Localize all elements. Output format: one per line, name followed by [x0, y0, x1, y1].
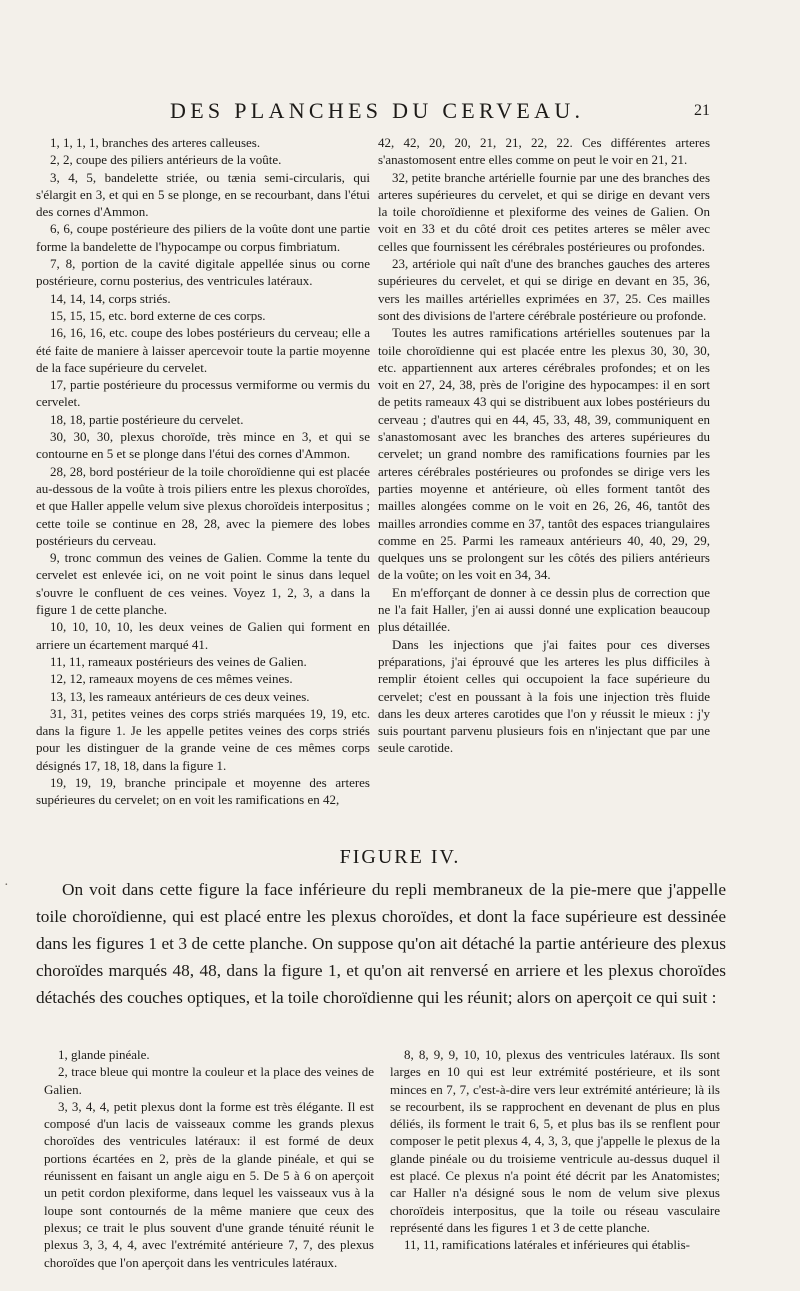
legend-entry: 28, 28, bord postérieur de la toile choroïdienne qui est placée au-dessous de la voûte à trois piliers entre les plexus choroïdes, et que Haller appelle velum sive plexus choroïdeis interpositus ; cette toile se continue en 28, 28, avec la piemere des lobes postérieurs du cerveau.: [36, 463, 370, 548]
section-heading: FIGURE IV.: [339, 846, 461, 868]
running-title: DES PLANCHES DU CERVEAU.: [170, 98, 585, 123]
legend-entry: 8, 8, 9, 9, 10, 10, plexus des ventricules latéraux. Ils sont larges en 10 qui est leur extrémité postérieure, et ils sont minces en 7, 7, c'est-à-dire vers leur extrémité antérieure; là ils se recourbent, ils se rapprochent en devenant de plus en plus déliés, ils forment le trait 6, 5, et plus bas ils se renflent pour composer le petit plexus 4, 4, 3, 3, que j'appelle le plexus de la glande pinéale ou du troisieme ventricule au-dessus duquel il est placé. Ce plexus n'a point été décrit par les Anatomistes; car Haller n'a désigné sous le nom de velum sive plexus choroïdeis interpositus, que la toile ou réseau vasculaire représenté dans les figures 1 et 3 de cette planche.: [390, 1047, 720, 1235]
legend-entry: 7, 8, portion de la cavité digitale appellée sinus ou corne postérieure, cornu posterius, des ventricules latéraux.: [36, 256, 370, 289]
legend-entry: 18, 18, partie postérieure du cervelet.: [50, 411, 244, 427]
top-right-column: [378, 134, 710, 757]
body-paragraph: Dans les injections que j'ai faites pour ces diverses préparations, j'ai éprouvé que les arteres les plus difficiles à remplir étoient celles qui occupoient la face supérieure du cervelet; c'est en poussant à la fois une injection très fluide dans les deux arteres carotides que l'on y réussit le mieux : j'y suis pourtant parvenu plusieurs fois en n'injectant que par une seule carotide.: [378, 636, 710, 756]
legend-entry: 3, 3, 4, 4, petit plexus dont la forme est très élégante. Il est composé d'un lacis de vaisseaux comme les grands plexus choroïdes des ventricules latéraux: il est formé de deux portions écartées en 2, près de la glande pinéale, et qui se réunissent en faisant un angle aigu en 5. De 5 à 6 on aperçoit un petit cordon plexiforme, dans lequel les vaisseaux vus à la loupe sont contournés de la même maniere que ceux des plexus; ce trait le plus souvent d'une grande ténuité réunit le plexus 3, 3, 4, 4, avec l'extrémité antérieure 7, 7, des plexus choroïdes que l'on aperçoit dans les ventricules latéraux.: [44, 1098, 374, 1270]
legend-entry: 19, 19, 19, branche principale et moyenne des arteres supérieures du cervelet; on en voit les ramifications en 42,: [36, 774, 370, 808]
legend-entry: 3, 4, 5, bandelette striée, ou tænia semi-circularis, qui s'élargit en 3, et qui en 5 se plonge, en se recourbant, dans l'étui des cornes d'Ammon.: [36, 169, 370, 220]
legend-entry: 11, 11, rameaux postérieurs des veines de Galien.: [50, 653, 307, 669]
legend-entry: 12, 12, rameaux moyens de ces mêmes veines.: [50, 671, 293, 687]
legend-entry: 30, 30, 30, plexus choroïde, très mince en 3, et qui se contourne en 5 et se plonge dans l'étui des cornes d'Ammon.: [36, 429, 370, 462]
legend-entry: 42, 42, 20, 20, 21, 21, 22, 22. Ces différentes arteres s'anastomosent entre elles comme on peut le voir en 21, 21.: [378, 135, 710, 168]
legend-entry: 1, 1, 1, 1, branches des arteres calleuses.: [50, 135, 261, 150]
top-left-column: [36, 134, 370, 809]
legend-entry: 16, 16, 16, etc. coupe des lobes postérieurs du cerveau; elle a été faite de maniere à laisser apercevoir toute la partie moyenne de la face supérieure du cervelet.: [36, 325, 370, 375]
legend-entry: 2, 2, coupe des piliers antérieurs de la voûte.: [50, 152, 282, 168]
legend-entry: 23, artériole qui naît d'une des branches gauches des arteres supérieures du cervelet, et qui se dirige en devant en 35, 36, vers les mailles artérielles exprimées en 37, 25. Ces mailles sont des divisions de l'artere cérébrale postérieure ou profonde.: [378, 256, 710, 323]
legend-entry: 15, 15, 15, etc. bord externe de ces corps.: [50, 307, 266, 323]
body-paragraph: En m'efforçant de donner à ce dessin plus de correction que ne l'a fait Haller, j'en ai aussi donné une explication beaucoup plus détaillée.: [378, 584, 710, 635]
bottom-left-column: [44, 1046, 374, 1271]
intro-paragraph: [36, 876, 726, 1011]
legend-entry: 32, petite branche artérielle fournie par une des branches des arteres supérieures du cervelet, et qui se dirige en devant vers la toile choroïdienne et plexiforme des veines de Galien. On voit en 33 et du côté droit ces petites arteres se mêler avec celles que fournissent les cérébrales postérieures ou profondes.: [378, 169, 710, 254]
legend-entry: 11, 11, ramifications latérales et inférieures qui établis-: [404, 1237, 691, 1253]
legend-entry: 17, partie postérieure du processus vermiforme ou vermis du cervelet.: [36, 377, 370, 410]
legend-entry: 10, 10, 10, 10, les deux veines de Galien qui forment en arriere un écartement marqué 41.: [36, 619, 370, 652]
legend-entry: 14, 14, 14, corps striés.: [50, 290, 171, 306]
running-header: [0, 98, 800, 132]
page-number: 21: [694, 102, 710, 119]
body-paragraph: Toutes les autres ramifications artérielles soutenues par la toile choroïdienne qui est placée entre les plexus 30, 30, 30, etc. appartiennent aux arteres cérébrales profondes; et on les voit en 27, 24, 38, près de l'origine des hypocampes: il en sort de petits rameaux 43 qui se distribuent aux lobes postérieurs du cerveau ; d'autres qui en 44, 45, 33, 48, 39, communiquent en s'anastomosant avec les branches des arteres supérieures du cervelet; un grand nombre des ramifications fournies par les arteres cérébrales postérieures ou profondes se dirige vers les parties moyenne et antérieure, où elles forment tantôt des mailles alongées comme on le voit en 26, 26, 46, tantôt des mailles arrondies comme en 37, tantôt des espaces triangulaires comme en 25. Parmi les rameaux antérieurs 40, 40, 29, 29, quelques uns se prolongent sur les côtés des piliers antérieurs de la voûte; on les voit en 34, 34.: [378, 325, 710, 583]
bottom-right-column: [390, 1046, 720, 1254]
legend-entry: 9, tronc commun des veines de Galien. Comme la tente du cervelet est enlevée ici, on ne voit point le sinus dans lequel s'ouvre le confluent de ces veines. Voyez 1, 2, 3, a dans la figure 1 de cette planche.: [36, 550, 370, 618]
legend-entry: 2, trace bleue qui montre la couleur et la place des veines de Galien.: [44, 1064, 374, 1097]
legend-entry: 6, 6, coupe postérieure des piliers de la voûte dont une partie forme la bandelette de l'hypocampe ou corpus fimbriatum.: [36, 221, 370, 254]
legend-entry: 13, 13, les rameaux antérieurs de ces deux veines.: [50, 688, 310, 704]
legend-entry: 1, glande pinéale.: [58, 1047, 150, 1062]
margin-mark: ·: [4, 878, 9, 893]
intro-text: On voit dans cette figure la face inférieure du repli membraneux de la pie-mere que j'appelle toile choroïdienne, qui est placé entre les plexus choroïdes, et dont la face supérieure est dessinée dans les figures 1 et 3 de cette planche. On suppose qu'on ait détaché la partie antérieure des plexus choroïdes marqués 48, 48, dans la figure 1, et qu'on ait renversé en arriere et les plexus choroïdes détachés des couches optiques, et la toile choroïdienne qui les réunit; alors on aperçoit ce qui suit :: [36, 880, 726, 1007]
legend-entry: 31, 31, petites veines des corps striés marquées 19, 19, etc. dans la figure 1. Je les appelle petites veines des corps striés pour les distinguer de la grande veine de ces mêmes corps désignés 17, 18, 18, dans la figure 1.: [36, 705, 370, 773]
